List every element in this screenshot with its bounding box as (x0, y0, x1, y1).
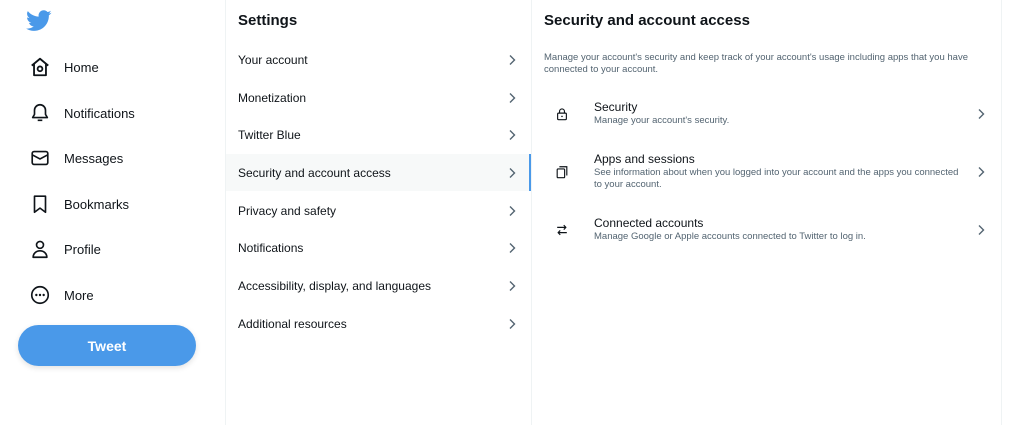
primary-nav (0, 0, 225, 425)
settings-item-label: Accessibility, display, and languages (238, 278, 431, 293)
chevron-right-icon (507, 129, 517, 141)
settings-item-your-account[interactable] (226, 41, 531, 78)
settings-item-accessibility[interactable] (226, 267, 531, 304)
arrows-swap-icon (554, 222, 570, 238)
settings-item-additional-resources[interactable] (226, 305, 531, 342)
devices-icon (554, 164, 570, 180)
lock-icon (554, 106, 570, 122)
nav-item-messages[interactable] (18, 138, 123, 178)
nav-item-label: Notifications (64, 105, 135, 121)
nav-item-home[interactable] (18, 47, 99, 87)
settings-item-label: Your account (238, 52, 308, 67)
settings-item-notifications[interactable] (226, 229, 531, 266)
option-apps-and-sessions[interactable] (532, 146, 1002, 198)
chevron-right-icon (507, 280, 517, 292)
home-icon (28, 55, 52, 79)
nav-item-bookmarks[interactable] (18, 184, 129, 224)
option-subtitle: Manage Google or Apple accounts connected to Twitter to log in. (594, 231, 866, 242)
nav-item-profile[interactable] (18, 229, 101, 269)
option-title: Apps and sessions (594, 152, 695, 166)
settings-item-label: Monetization (238, 90, 307, 105)
settings-title: Settings (238, 12, 298, 29)
detail-panel (532, 0, 1002, 425)
nav-item-label: Bookmarks (64, 196, 130, 212)
nav-item-label: Messages (64, 150, 124, 166)
option-title: Connected accounts (594, 216, 704, 230)
chevron-right-icon (507, 92, 517, 104)
option-security[interactable] (532, 92, 1002, 136)
chevron-right-icon (976, 108, 986, 120)
bookmark-icon (28, 192, 52, 216)
nav-item-label: Profile (64, 241, 101, 257)
settings-item-label: Security and account access (238, 165, 391, 180)
person-icon (28, 237, 52, 261)
twitter-bird-icon[interactable] (26, 10, 52, 32)
chevron-right-icon (507, 242, 517, 254)
chevron-right-icon (507, 205, 517, 217)
nav-item-label: Home (64, 59, 99, 75)
option-connected-accounts[interactable] (532, 208, 1002, 252)
page-title: Security and account access (544, 12, 750, 29)
more-circle-icon (28, 283, 52, 307)
settings-item-twitter-blue[interactable] (226, 116, 531, 153)
settings-item-privacy-and-safety[interactable] (226, 192, 531, 229)
nav-item-notifications[interactable] (18, 93, 135, 133)
nav-item-more[interactable] (18, 275, 94, 315)
divider (1001, 0, 1002, 425)
tweet-button[interactable]: Tweet (18, 325, 196, 366)
settings-item-label: Notifications (238, 240, 304, 255)
chevron-right-icon (507, 318, 517, 330)
option-subtitle: Manage your account's security. (594, 115, 730, 126)
option-title: Security (594, 100, 638, 114)
settings-panel (226, 0, 531, 425)
chevron-right-icon (976, 166, 986, 178)
settings-item-label: Additional resources (238, 316, 347, 331)
page-description: Manage your account's security and keep track of your account's usage including apps that you have connected to your account. (544, 52, 968, 75)
chevron-right-icon (976, 224, 986, 236)
option-subtitle: See information about when you logged into your account and the apps you connected to your account. (594, 167, 959, 190)
settings-item-label: Privacy and safety (238, 203, 337, 218)
settings-item-monetization[interactable] (226, 79, 531, 116)
chevron-right-icon (507, 167, 517, 179)
settings-item-security-and-account-access[interactable] (226, 154, 531, 191)
bell-icon (28, 101, 52, 125)
envelope-icon (28, 146, 52, 170)
nav-item-label: More (64, 287, 94, 303)
chevron-right-icon (507, 54, 517, 66)
settings-item-label: Twitter Blue (238, 127, 301, 142)
